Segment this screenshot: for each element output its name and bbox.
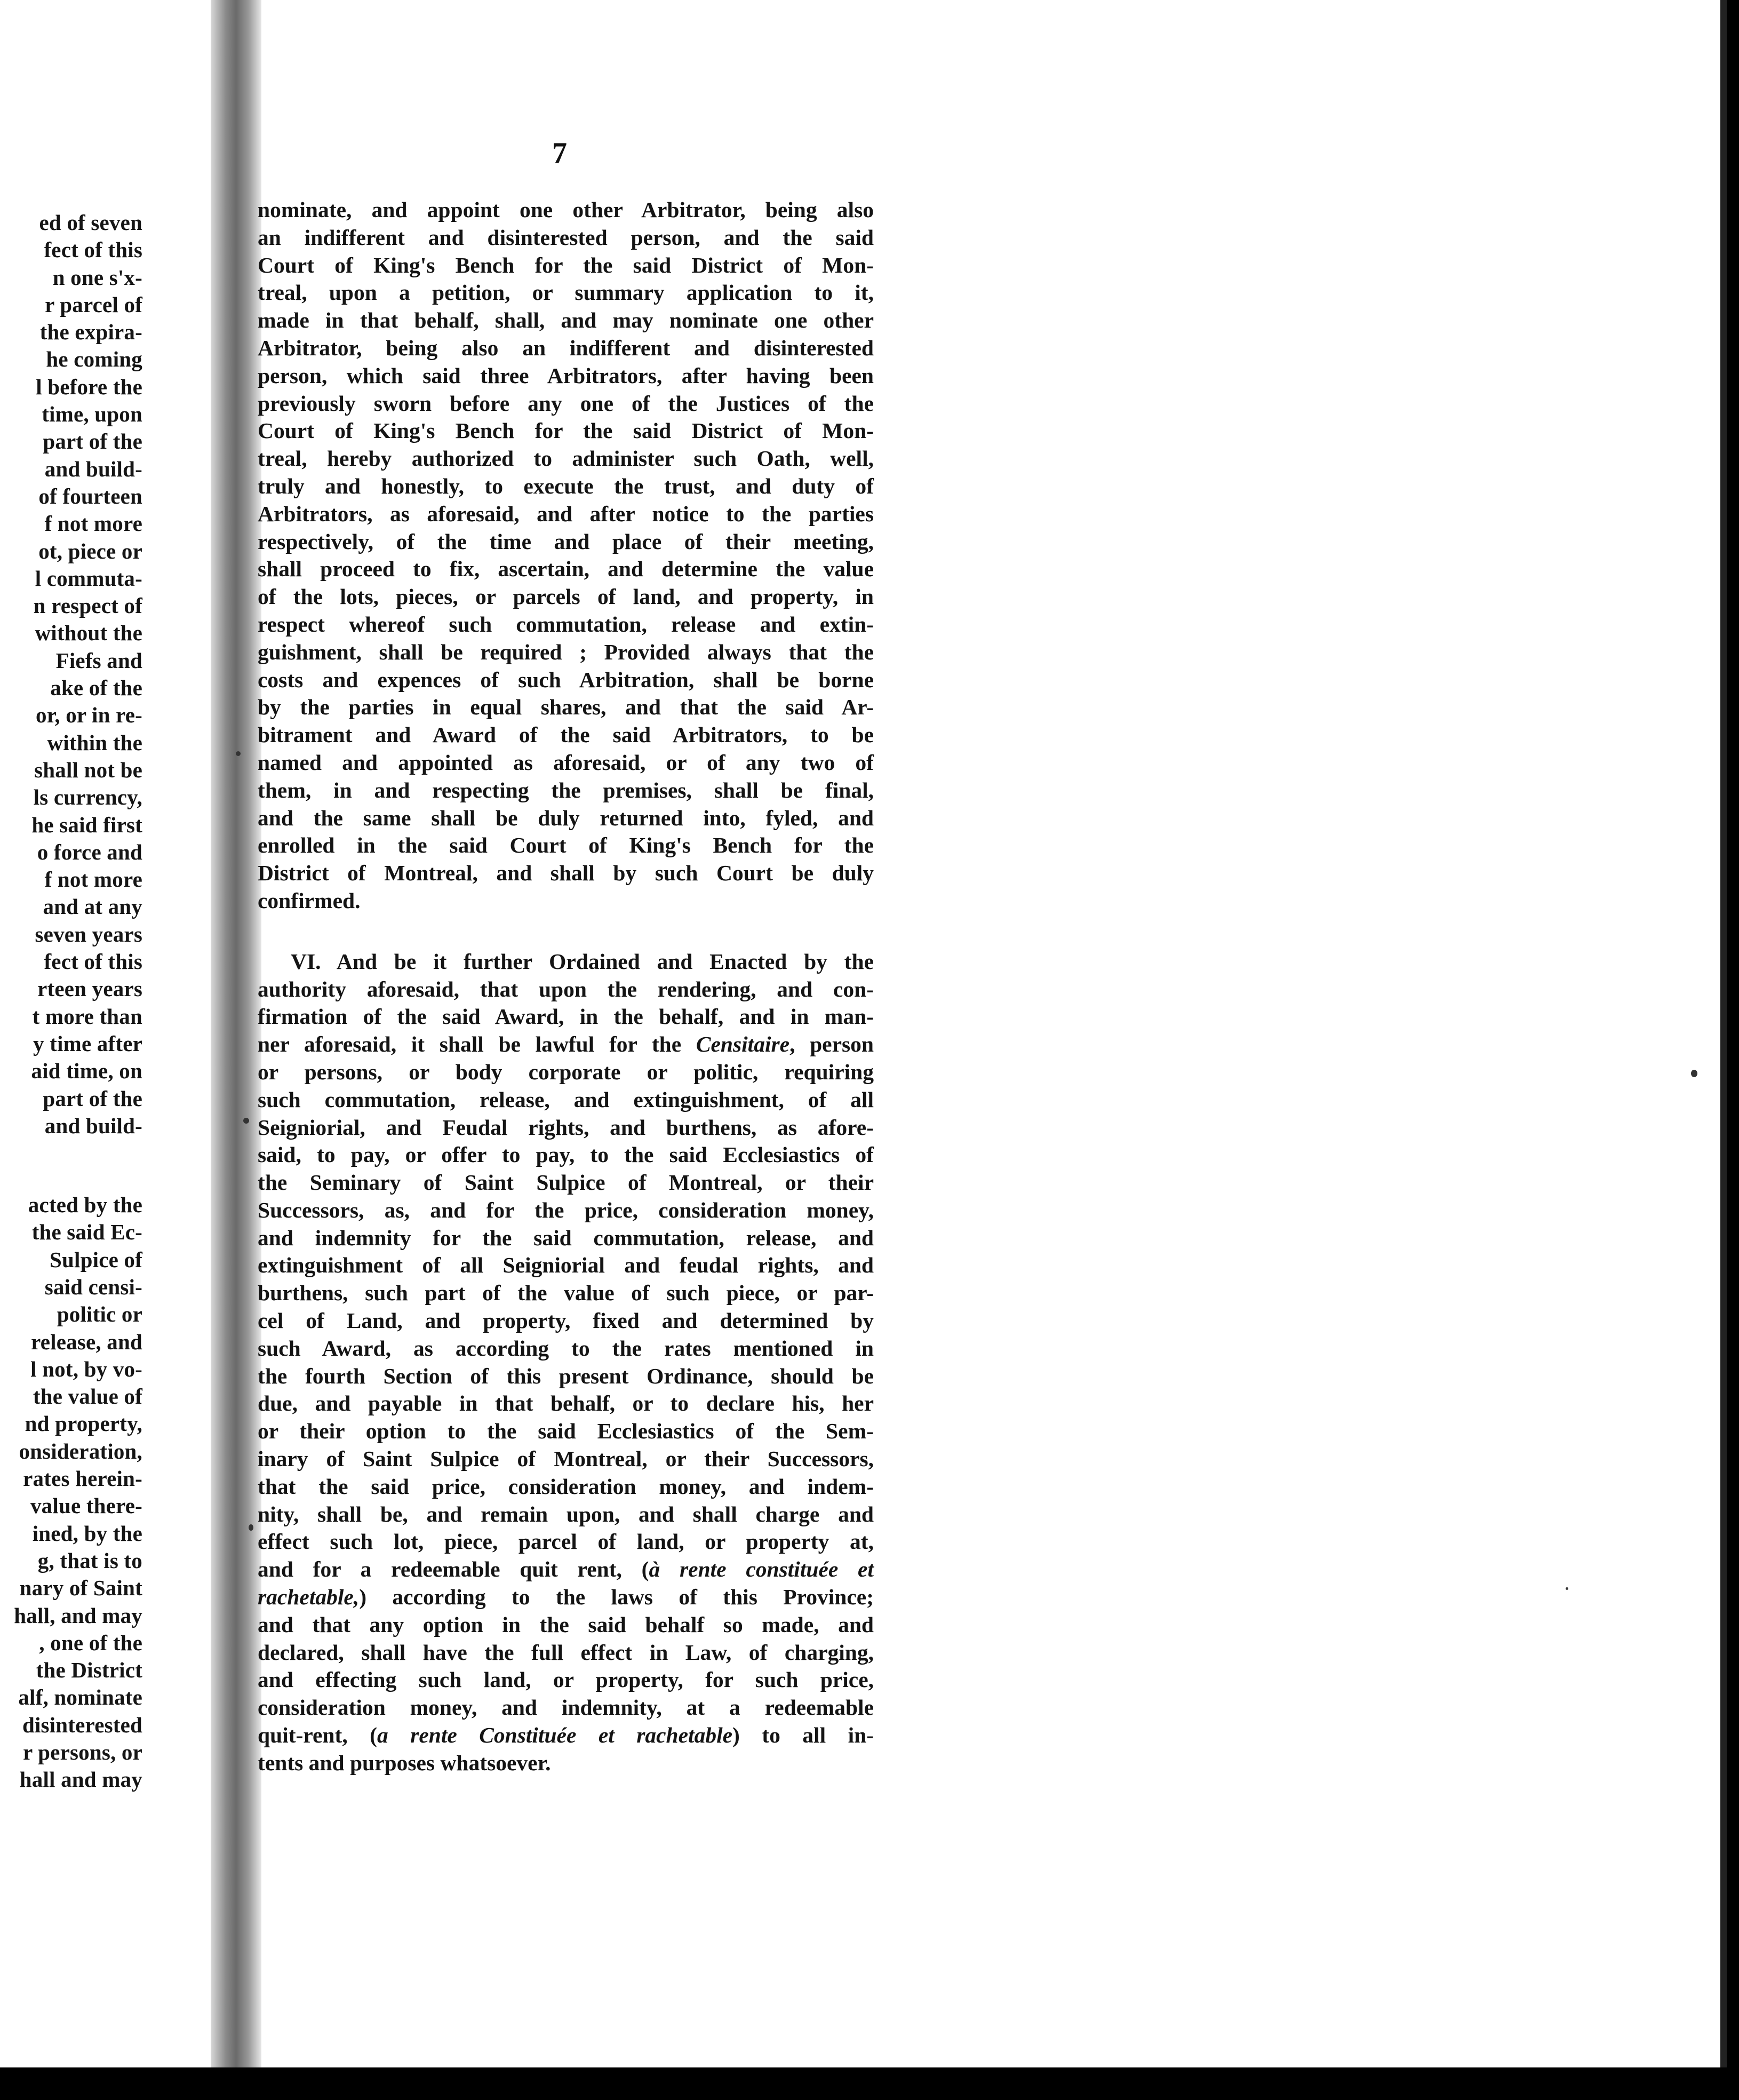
left-page-line: release, and <box>31 1329 142 1354</box>
text-line: consideration money, and indemnity, at a redeemable <box>258 1695 874 1720</box>
left-page-line: l not, by vo- <box>30 1356 142 1381</box>
speck <box>243 1118 249 1124</box>
left-page-line: the value of <box>33 1384 142 1409</box>
text-line: declared, shall have the full effect in Law, of charging, <box>258 1640 874 1665</box>
text-line: of the lots, pieces, or parcels of land, and property, in <box>258 584 874 609</box>
left-page-line: hall and may <box>19 1767 142 1792</box>
left-page-gap <box>0 1140 142 1191</box>
text-line: inary of Saint Sulpice of Montreal, or their Successors, <box>258 1446 874 1471</box>
left-page-line: ed of seven <box>39 210 142 235</box>
text-line: cel of Land, and property, fixed and determined by <box>258 1308 874 1333</box>
left-page-line: acted by the <box>28 1192 142 1218</box>
left-page-line: l before the <box>36 374 142 399</box>
left-page-line: politic or <box>57 1302 142 1327</box>
text-line: burthens, such part of the value of such piece, or par- <box>258 1280 874 1306</box>
left-page-line: t more than <box>32 1004 142 1029</box>
text-line: Seigniorial, and Feudal rights, and burthens, as afore- <box>258 1115 874 1140</box>
text-line: and indemnity for the said commutation, release, and <box>258 1225 874 1250</box>
text-line: nominate, and appoint one other Arbitrator, being also <box>258 197 874 222</box>
left-page-line: g, that is to <box>37 1548 142 1573</box>
left-page-line: ake of the <box>50 675 142 701</box>
left-page-line: the District <box>36 1658 142 1683</box>
speck <box>1691 1070 1697 1077</box>
left-page-line: , one of the <box>39 1630 142 1655</box>
left-page-line: ot, piece or <box>38 538 142 563</box>
left-page-line: and build- <box>44 1113 142 1138</box>
text-line: treal, upon a petition, or summary application to it, <box>258 280 874 305</box>
text-line: due, and payable in that behalf, or to declare his, her <box>258 1391 874 1416</box>
left-page-line: disinterested <box>22 1712 142 1737</box>
text-line: such commutation, release, and extinguishment, of all <box>258 1087 874 1112</box>
text-line: tents and purposes whatsoever. <box>258 1750 551 1775</box>
left-page-line: y time after <box>33 1031 142 1056</box>
left-page-line: time, upon <box>42 402 142 427</box>
left-page-line: of fourteen <box>38 483 142 508</box>
text-line: District of Montreal, and shall by such Court be duly <box>258 861 874 886</box>
left-page-line: hall, and may <box>14 1603 142 1628</box>
left-page-line: r parcel of <box>45 292 142 317</box>
left-page <box>0 0 211 2067</box>
text-line: respect whereof such commutation, release and extin- <box>258 611 874 637</box>
left-page-line: said censi- <box>44 1274 142 1299</box>
text-line: Court of King's Bench for the said District of Mon- <box>258 418 874 443</box>
left-page-line: fect of this <box>44 237 142 262</box>
left-page-line: and build- <box>44 456 142 481</box>
text-line: an indifferent and disinterested person, and the said <box>258 225 874 250</box>
text-line: by the parties in equal shares, and that the said Ar- <box>258 695 874 720</box>
left-page-line: n respect of <box>33 593 142 618</box>
text-line: the Seminary of Saint Sulpice of Montreal, or their <box>258 1170 874 1195</box>
left-page-line: and at any <box>43 894 142 919</box>
left-page-line: rteen years <box>37 976 142 1001</box>
left-page-line: fect of this <box>44 949 142 974</box>
text-line: effect such lot, piece, parcel of land, or property at, <box>258 1529 874 1554</box>
paragraph-gap <box>258 915 874 948</box>
left-page-line: value there- <box>30 1493 142 1518</box>
text-line: that the said price, consideration money, and indem- <box>258 1474 874 1499</box>
left-page-line: f not more <box>44 511 142 536</box>
text-line: or persons, or body corporate or politic, requiring <box>258 1059 874 1084</box>
left-page-line: aid time, on <box>31 1059 142 1084</box>
page-edge <box>1720 0 1727 2067</box>
text-line: them, in and respecting the premises, shall be final, <box>258 777 874 802</box>
text-line: truly and honestly, to execute the trust, and duty of <box>258 473 874 498</box>
text-line: Court of King's Bench for the said District of Mon- <box>258 252 874 277</box>
left-page-line: part of the <box>43 1086 142 1111</box>
text-line: the fourth Section of this present Ordinance, should be <box>258 1363 874 1388</box>
text-line: and effecting such land, or property, for such price, <box>258 1667 874 1692</box>
page-number: 7 <box>552 137 567 170</box>
left-page-line: the expira- <box>39 320 142 345</box>
text-line: bitrament and Award of the said Arbitrators, to be <box>258 722 874 747</box>
left-page-line: l commuta- <box>35 566 142 591</box>
text-line: Arbitrator, being also an indifferent and disinterested <box>258 335 874 360</box>
paragraph-1 <box>258 196 874 915</box>
left-page-line: onsideration, <box>19 1438 142 1463</box>
book-spine <box>211 0 261 2067</box>
left-page-line: alf, nominate <box>18 1685 142 1710</box>
left-page-line: ined, by the <box>32 1521 142 1546</box>
text-line: authority aforesaid, that upon the rendering, and con- <box>258 976 874 1001</box>
text-line: Successors, as, and for the price, consideration money, <box>258 1197 874 1222</box>
left-page-line: f not more <box>44 867 142 892</box>
left-page-line: n one s'x- <box>52 265 142 290</box>
text-line: or their option to the said Ecclesiastics of the Sem- <box>258 1419 874 1444</box>
left-page-line: he coming <box>46 347 142 372</box>
text-line: rachetable,) according to the laws of this Province; <box>258 1585 874 1610</box>
text-line: guishment, shall be required ; Provided always that the <box>258 639 874 664</box>
text-line: and for a redeemable quit rent, (à rente constituée et <box>258 1557 874 1582</box>
text-line: and that any option in the said behalf so made, and <box>258 1612 874 1637</box>
text-line: made in that behalf, shall, and may nominate one other <box>258 308 874 333</box>
left-page-line: without the <box>35 621 142 646</box>
text-line: extinguishment of all Seigniorial and feudal rights, and <box>258 1253 874 1278</box>
speck <box>249 1524 253 1531</box>
text-line: Arbitrators, as aforesaid, and after notice to the parties <box>258 501 874 526</box>
text-line: firmation of the said Award, in the behalf, and in man- <box>258 1004 874 1029</box>
left-page-line: ls currency, <box>33 785 142 810</box>
left-page-line: shall not be <box>34 757 142 782</box>
speck <box>236 751 241 756</box>
text-line: confirmed. <box>258 888 361 913</box>
text-line: nity, shall be, and remain upon, and shall charge and <box>258 1501 874 1526</box>
left-page-line: Sulpice of <box>50 1247 142 1272</box>
main-text-column <box>258 196 874 1777</box>
text-line: named and appointed as aforesaid, or of any two of <box>258 750 874 775</box>
text-line: VI. And be it further Ordained and Enacted by the <box>291 949 874 974</box>
text-line: such Award, as according to the rates mentioned in <box>258 1335 874 1361</box>
text-line: enrolled in the said Court of King's Bench for the <box>258 833 874 858</box>
text-line: treal, hereby authorized to administer such Oath, well, <box>258 446 874 471</box>
text-line: shall proceed to fix, ascertain, and determine the value <box>258 556 874 582</box>
text-line: costs and expences of such Arbitration, shall be borne <box>258 667 874 692</box>
text-line: ner aforesaid, it shall be lawful for the Censitaire, person <box>258 1032 874 1057</box>
left-page-line: he said first <box>31 812 142 837</box>
text-line: said, to pay, or offer to pay, to the said Ecclesiastics of <box>258 1142 874 1167</box>
text-line: person, which said three Arbitrators, after having been <box>258 363 874 388</box>
left-page-line: o force and <box>37 839 142 864</box>
left-page-line: Fiefs and <box>55 648 142 673</box>
left-page-line: or, or in re- <box>36 703 142 728</box>
left-page-line: nd property, <box>25 1411 142 1436</box>
left-page-line: the said Ec- <box>31 1220 142 1245</box>
text-line: quit-rent, (a rente Constituée et rachetable) to all in- <box>258 1723 874 1748</box>
left-page-text <box>0 209 142 1794</box>
text-line: respectively, of the time and place of their meeting, <box>258 529 874 554</box>
speck <box>1566 1587 1568 1590</box>
text-line: previously sworn before any one of the Justices of the <box>258 391 874 416</box>
left-page-line: seven years <box>35 921 142 946</box>
left-page-line: nary of Saint <box>19 1576 142 1601</box>
left-page-line: within the <box>47 730 142 755</box>
paragraph-2 <box>258 948 874 1777</box>
left-page-line: r persons, or <box>23 1740 142 1765</box>
left-page-line: rates herein- <box>23 1466 142 1491</box>
text-line: and the same shall be duly returned into, fyled, and <box>258 805 874 830</box>
left-page-line: part of the <box>43 429 142 454</box>
